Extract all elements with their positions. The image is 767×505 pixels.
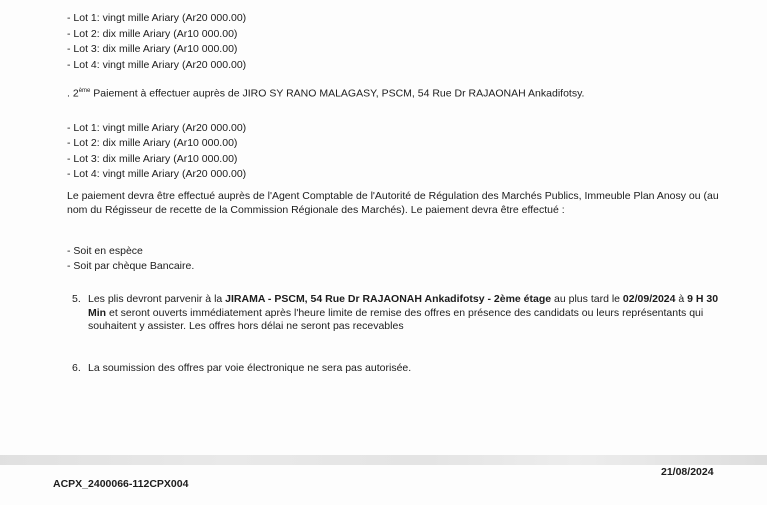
item-5-text-3: à [675, 293, 688, 305]
payment-method-line: - Soit par chèque Bancaire. [67, 260, 195, 272]
item-6-text: La soumission des offres par voie électronique ne sera pas autorisée. [88, 362, 412, 374]
second-payment-text: Paiement à effectuer auprès de JIRO SY RANO MALAGASY, PSCM, 54 Rue Dr RAJAONAH Ankadifotsy. [90, 87, 585, 100]
item-5-bold-time: 9 H 30 Min [88, 293, 719, 319]
lot-line: - Lot 1: vingt mille Ariary (Ar20 000.00) [67, 122, 247, 134]
second-payment-superscript: ème [78, 88, 91, 94]
payment-method-line: - Soit en espèce [67, 245, 143, 257]
item-5-bold-address: JIRAMA - PSCM, 54 Rue Dr RAJAONAH Ankadifotsy - 2ème étage [225, 293, 552, 305]
lot-line: - Lot 4: vingt mille Ariary (Ar20 000.00) [67, 59, 247, 71]
payment-paragraph: Le paiement devra être effectué auprès de l'Agent Comptable de l'Autorité de Régulation des Marchés Publics, Immeuble Plan Anosy ou (au nom du Régisseur de recette de la Commission Régionale des Marchés). Le paiement devra être effectué : [67, 190, 719, 216]
item-5-text-1: Les plis devront parvenir à la [88, 293, 226, 305]
item-5-text [88, 293, 724, 334]
footer-reference: ACPX_2400066-112CPX004 [53, 478, 189, 490]
lot-line: - Lot 3: dix mille Ariary (Ar10 000.00) [67, 153, 238, 165]
item-5-bold-date: 02/09/2024 [622, 293, 676, 305]
lot-line: - Lot 1: vingt mille Ariary (Ar20 000.00) [67, 12, 247, 24]
footer-date: 21/08/2024 [661, 466, 714, 478]
item-5-number: 5. [72, 293, 81, 305]
second-payment-line [67, 85, 584, 101]
lot-line: - Lot 2: dix mille Ariary (Ar10 000.00) [67, 137, 238, 149]
item-5-text-4: et seront ouverts immédiatement après l'heure limite de remise des offres en présence des candidats ou leurs représentants qui souhaitent y assister. Les offres hors délai ne seront pas recevables [88, 306, 704, 332]
item-5-text-2: au plus tard le [551, 293, 623, 305]
lot-line: - Lot 3: dix mille Ariary (Ar10 000.00) [67, 43, 238, 55]
lot-line: - Lot 2: dix mille Ariary (Ar10 000.00) [67, 28, 238, 40]
lot-line: - Lot 4: vingt mille Ariary (Ar20 000.00) [67, 168, 247, 180]
item-6-number: 6. [72, 362, 81, 374]
scan-artifact-band [0, 455, 767, 465]
second-payment-prefix: . 2 [67, 87, 79, 100]
